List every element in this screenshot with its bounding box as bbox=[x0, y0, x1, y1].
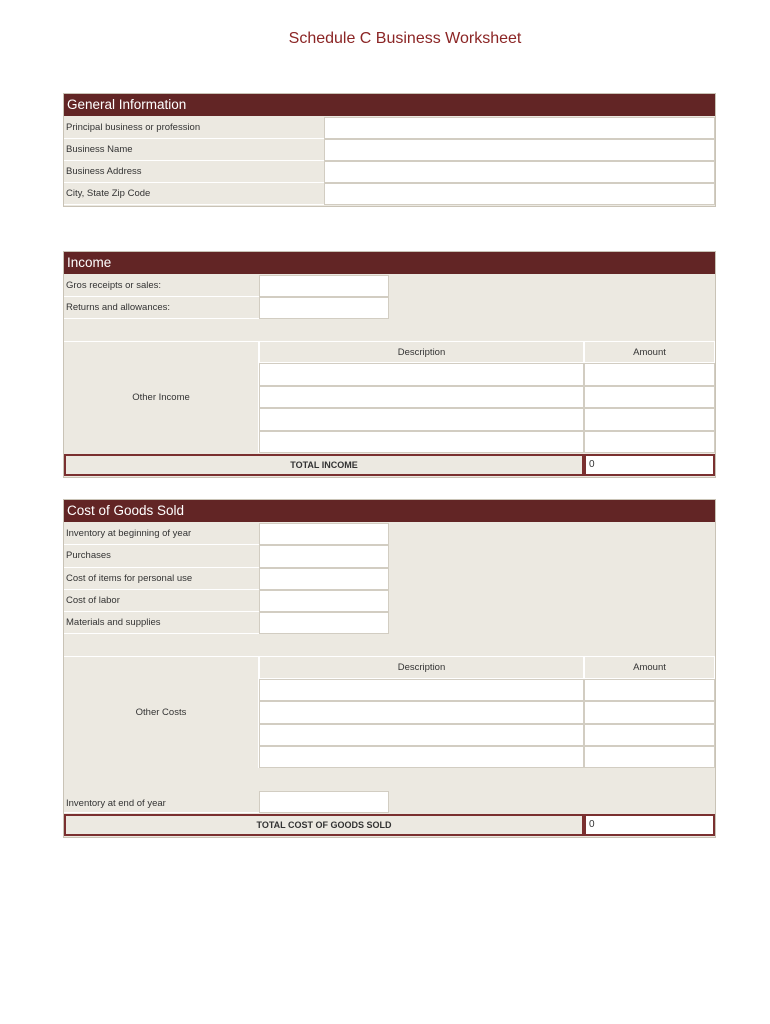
business-address-label: Business Address bbox=[64, 161, 324, 183]
income-description-input[interactable] bbox=[259, 363, 584, 386]
income-description-input[interactable] bbox=[259, 431, 584, 453]
cogs-amount-input[interactable] bbox=[584, 724, 715, 746]
cogs-section bbox=[63, 499, 716, 838]
inventory-begin-label: Inventory at beginning of year bbox=[64, 523, 259, 545]
purchases-input[interactable] bbox=[259, 545, 389, 568]
page-title: Schedule C Business Worksheet bbox=[288, 30, 522, 47]
income-description-input[interactable] bbox=[259, 408, 584, 431]
total-cogs-label: TOTAL COST OF GOODS SOLD bbox=[64, 814, 584, 836]
personal-use-label: Cost of items for personal use bbox=[64, 568, 259, 590]
income-description-header: Description bbox=[259, 341, 584, 363]
income-amount-input[interactable] bbox=[584, 363, 715, 386]
city-state-zip-label: City, State Zip Code bbox=[64, 183, 324, 205]
cost-of-labor-input[interactable] bbox=[259, 590, 389, 612]
income-section bbox=[63, 251, 716, 478]
principal-business-label: Principal business or profession bbox=[64, 117, 324, 139]
cogs-amount-input[interactable] bbox=[584, 746, 715, 768]
materials-supplies-input[interactable] bbox=[259, 612, 389, 634]
business-address-input[interactable] bbox=[324, 161, 715, 183]
cogs-amount-input[interactable] bbox=[584, 701, 715, 724]
gross-receipts-input[interactable] bbox=[259, 275, 389, 297]
cogs-description-input[interactable] bbox=[259, 724, 584, 746]
general-information-section bbox=[63, 93, 716, 207]
other-income-label: Other Income bbox=[132, 392, 190, 403]
total-income-label: TOTAL INCOME bbox=[64, 454, 584, 476]
materials-supplies-label: Materials and supplies bbox=[64, 612, 259, 634]
principal-business-input[interactable] bbox=[324, 117, 715, 139]
income-description-input[interactable] bbox=[259, 386, 584, 408]
returns-allowances-label: Returns and allowances: bbox=[64, 297, 259, 319]
income-amount-input[interactable] bbox=[584, 408, 715, 431]
cogs-description-input[interactable] bbox=[259, 746, 584, 768]
cogs-description-input[interactable] bbox=[259, 701, 584, 724]
business-name-input[interactable] bbox=[324, 139, 715, 161]
other-costs-label-cell bbox=[64, 656, 259, 768]
returns-allowances-input[interactable] bbox=[259, 297, 389, 319]
inventory-end-input[interactable] bbox=[259, 791, 389, 813]
cogs-amount-input[interactable] bbox=[584, 679, 715, 701]
purchases-label: Purchases bbox=[64, 545, 259, 568]
income-amount-input[interactable] bbox=[584, 386, 715, 408]
other-costs-label: Other Costs bbox=[135, 707, 187, 718]
business-name-label: Business Name bbox=[64, 139, 324, 161]
gross-receipts-label: Gros receipts or sales: bbox=[64, 275, 259, 297]
personal-use-input[interactable] bbox=[259, 568, 389, 590]
income-header: Income bbox=[64, 252, 715, 274]
total-income-value: 0 bbox=[584, 454, 715, 476]
cogs-description-header: Description bbox=[259, 656, 584, 679]
inventory-begin-input[interactable] bbox=[259, 523, 389, 545]
income-amount-header: Amount bbox=[584, 341, 715, 363]
cogs-description-input[interactable] bbox=[259, 679, 584, 701]
cogs-header: Cost of Goods Sold bbox=[64, 500, 715, 522]
city-state-zip-input[interactable] bbox=[324, 183, 715, 205]
general-information-header: General Information bbox=[64, 94, 715, 116]
inventory-end-label: Inventory at end of year bbox=[64, 791, 259, 813]
cogs-amount-header: Amount bbox=[584, 656, 715, 679]
total-cogs-value: 0 bbox=[584, 814, 715, 836]
cost-of-labor-label: Cost of labor bbox=[64, 590, 259, 612]
income-amount-input[interactable] bbox=[584, 431, 715, 453]
other-income-label-cell bbox=[64, 341, 259, 453]
